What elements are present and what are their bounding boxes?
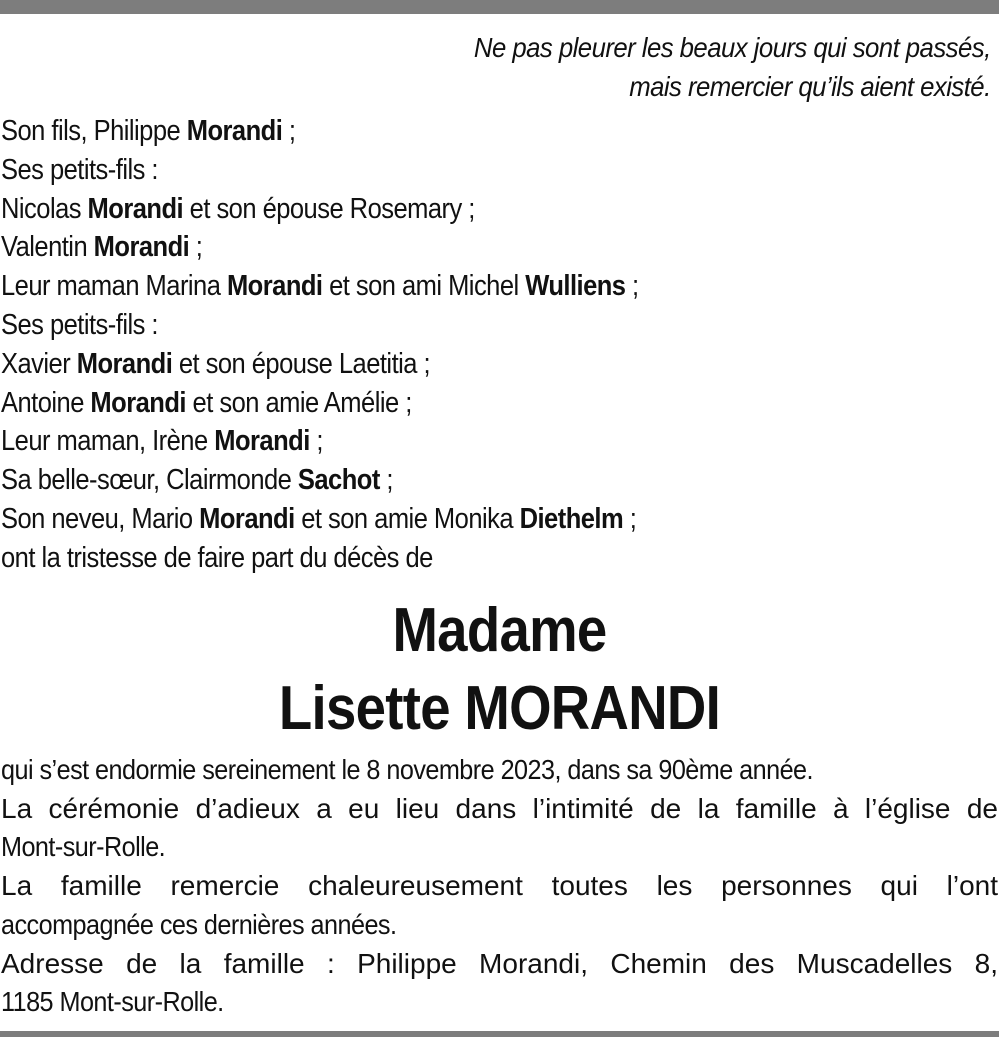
family-text: et son amie Amélie ; bbox=[185, 386, 412, 419]
family-text: Son neveu, Mario bbox=[1, 502, 200, 535]
thanks-line-2: accompagnée ces dernières années. bbox=[1, 908, 397, 940]
family-line bbox=[1, 384, 639, 423]
family-line bbox=[1, 267, 639, 306]
family-text: ; bbox=[189, 231, 203, 264]
top-rule bbox=[0, 0, 999, 14]
death-notice: qui s’est endormie sereinement le 8 novembre 2023, dans sa 90ème année. bbox=[1, 754, 813, 785]
quote-line-1: Ne pas pleurer les beaux jours qui sont passés, bbox=[474, 32, 991, 63]
family-text: et son épouse Laetitia ; bbox=[172, 347, 431, 380]
family-text: ; bbox=[623, 502, 637, 535]
family-surname: Morandi bbox=[76, 347, 173, 380]
family-text: et son ami Michel bbox=[322, 270, 526, 303]
family-text: ; bbox=[625, 270, 639, 303]
family-text: et son amie Monika bbox=[294, 502, 520, 535]
epigraph-quote bbox=[474, 28, 991, 106]
obituary-details bbox=[1, 751, 998, 1022]
family-text: Xavier bbox=[1, 347, 77, 380]
ceremony-line-1: La cérémonie d’adieux a eu lieu dans l’intimité de la famille à l’église de bbox=[1, 792, 998, 824]
deceased-title: Madame bbox=[392, 596, 607, 665]
family-line bbox=[1, 500, 639, 539]
family-line: Ses petits-fils : bbox=[1, 308, 158, 341]
deceased-name: Lisette MORANDI bbox=[278, 674, 721, 743]
family-surname: Morandi bbox=[214, 425, 310, 458]
family-text: Valentin bbox=[1, 231, 94, 264]
family-text: Antoine bbox=[1, 386, 91, 419]
family-surname: Morandi bbox=[93, 231, 190, 264]
family-text: Sa belle-sœur, Clairmonde bbox=[1, 464, 298, 497]
quote-line-2: mais remercier qu’ils aient existé. bbox=[629, 71, 991, 102]
address-line-2: 1185 Mont-sur-Rolle. bbox=[1, 986, 224, 1018]
family-surname: Diethelm bbox=[519, 502, 624, 535]
family-text: ; bbox=[309, 425, 323, 458]
family-text: ; bbox=[282, 115, 296, 147]
family-surname: Morandi bbox=[87, 192, 184, 225]
family-surname: Wulliens bbox=[525, 270, 626, 303]
family-line bbox=[1, 190, 639, 229]
family-surname: Morandi bbox=[90, 386, 186, 419]
deceased-name-block bbox=[0, 592, 999, 748]
ceremony-line-2: Mont-sur-Rolle. bbox=[1, 831, 166, 863]
family-text: Leur maman Marina bbox=[1, 270, 227, 303]
family-text: Son fils, Philippe bbox=[1, 115, 187, 147]
family-line bbox=[1, 345, 639, 384]
family-list bbox=[1, 112, 639, 578]
family-surname: Sachot bbox=[297, 464, 380, 497]
family-surname: Morandi bbox=[226, 270, 323, 303]
family-line bbox=[1, 461, 639, 500]
family-text: et son épouse Rosemary ; bbox=[183, 192, 475, 225]
announcement-line: ont la tristesse de faire part du décès de bbox=[1, 541, 433, 574]
bottom-rule bbox=[0, 1031, 999, 1037]
family-line bbox=[1, 422, 639, 461]
family-line bbox=[1, 112, 639, 151]
family-line bbox=[1, 228, 639, 267]
family-surname: Morandi bbox=[186, 115, 283, 147]
thanks-line-1: La famille remercie chaleureusement toutes les personnes qui l’ont bbox=[1, 870, 998, 902]
family-text: ; bbox=[379, 464, 393, 497]
family-text: Leur maman, Irène bbox=[1, 425, 215, 458]
family-text: Nicolas bbox=[1, 192, 88, 225]
address-line-1: Adresse de la famille : Philippe Morandi, Chemin des Muscadelles 8, bbox=[1, 947, 998, 979]
family-line: Ses petits-fils : bbox=[1, 153, 158, 186]
family-surname: Morandi bbox=[199, 502, 295, 535]
